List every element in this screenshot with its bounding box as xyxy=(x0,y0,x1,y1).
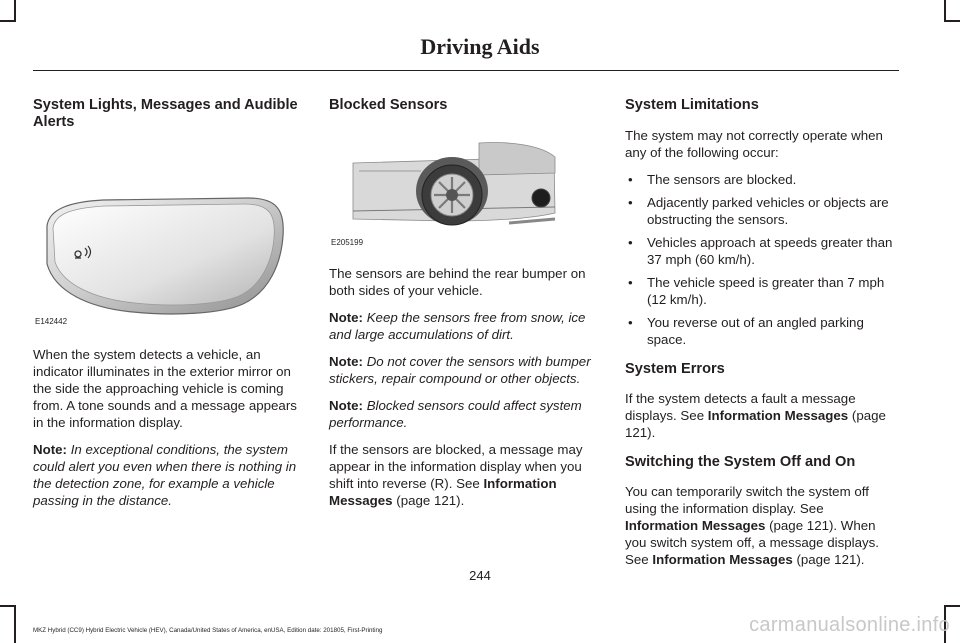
header-rule xyxy=(33,70,899,71)
cross-reference-link[interactable]: Information Messages xyxy=(329,476,557,508)
paragraph-text: If the sensors are blocked, a message may appear in the information display when you shift into reverse (R). See xyxy=(329,442,583,491)
note-label: Note: xyxy=(329,310,363,325)
note-label: Note: xyxy=(329,398,363,413)
cross-reference-link[interactable]: Information Messages xyxy=(625,518,766,533)
note xyxy=(33,441,303,509)
blocked-sensor-icon xyxy=(532,189,550,207)
crop-mark xyxy=(944,605,960,607)
paragraph: The system may not correctly operate when any of the following occur: xyxy=(625,128,883,160)
paragraph: When the system detects a vehicle, an indicator illuminates in the exterior mirror on the side the approaching vehicle is coming from. A tone sounds and a message appears in the information display. xyxy=(33,347,297,430)
section-heading-alerts: System Lights, Messages and Audible Alerts xyxy=(33,97,298,130)
footer-text: MKZ Hybrid (CC9) Hybrid Electric Vehicle (HEV), Canada/United States of America, enUSA, Edition date: 201805, First-Printing xyxy=(33,627,383,634)
crop-mark xyxy=(0,605,16,607)
paragraph-text: If the system detects a fault a message displays. See xyxy=(625,391,856,423)
list-item: • You reverse out of an angled parking space. xyxy=(625,314,895,348)
cross-reference-link[interactable]: Information Messages xyxy=(652,552,793,567)
list-item: • The vehicle speed is greater than 7 mph (12 km/h). xyxy=(625,274,895,308)
note xyxy=(329,353,599,387)
page-title: Driving Aids xyxy=(420,34,540,59)
note-label: Note: xyxy=(33,442,67,457)
paragraph xyxy=(625,390,895,441)
bumper-figure xyxy=(329,115,599,251)
list-item: • Vehicles approach at speeds greater than 37 mph (60 km/h). xyxy=(625,234,895,268)
column-right xyxy=(625,97,895,578)
page-reference: (page 121). xyxy=(796,552,865,567)
rear-bumper-illustration xyxy=(329,115,599,251)
crop-mark xyxy=(944,20,960,22)
watermark: carmanualsonline.info xyxy=(749,614,950,636)
column-middle xyxy=(329,97,599,519)
mirror-figure xyxy=(33,144,303,330)
cross-reference-link[interactable]: Information Messages xyxy=(707,408,849,423)
figure-code: E205199 xyxy=(331,238,364,247)
note xyxy=(329,397,599,431)
note-text: Do not cover the sensors with bumper stickers, repair compound or other objects. xyxy=(329,354,591,386)
paragraph-text: You can temporarily switch the system off using the information display. See xyxy=(625,484,869,516)
page-number: 244 xyxy=(469,568,491,583)
figure-code: E142442 xyxy=(35,317,68,326)
column-left xyxy=(33,97,303,519)
list-item: • The sensors are blocked. xyxy=(625,171,895,188)
section-heading-blocked-sensors: Blocked Sensors xyxy=(329,97,448,113)
crop-mark xyxy=(944,0,946,22)
note-label: Note: xyxy=(329,354,363,369)
crop-mark xyxy=(14,0,16,22)
paragraph-text: (page 121). When you switch system off, a message displays. See xyxy=(625,518,879,567)
note-text: Keep the sensors free from snow, ice and large accumulations of dirt. xyxy=(329,310,586,342)
limitations-list xyxy=(625,171,895,348)
list-item: • Adjacently parked vehicles or objects are obstructing the sensors. xyxy=(625,194,895,228)
paragraph xyxy=(329,441,599,509)
mirror-illustration xyxy=(33,144,303,330)
note-text: Blocked sensors could affect system performance. xyxy=(329,398,582,430)
page-reference: (page 121). xyxy=(396,493,465,508)
note-text: In exceptional conditions, the system could alert you even when there is nothing in the detection zone, for example a vehicle passing in the distance. xyxy=(33,442,297,508)
note xyxy=(329,309,599,343)
page-reference: (page 121). xyxy=(625,408,886,440)
paragraph: The sensors are behind the rear bumper on both sides of your vehicle. xyxy=(329,266,586,298)
crop-mark xyxy=(0,20,16,22)
section-heading-switching: Switching the System Off and On xyxy=(625,454,856,470)
section-heading-limitations: System Limitations xyxy=(625,97,759,113)
section-heading-errors: System Errors xyxy=(625,361,725,377)
crop-mark xyxy=(14,605,16,643)
paragraph xyxy=(625,483,895,568)
